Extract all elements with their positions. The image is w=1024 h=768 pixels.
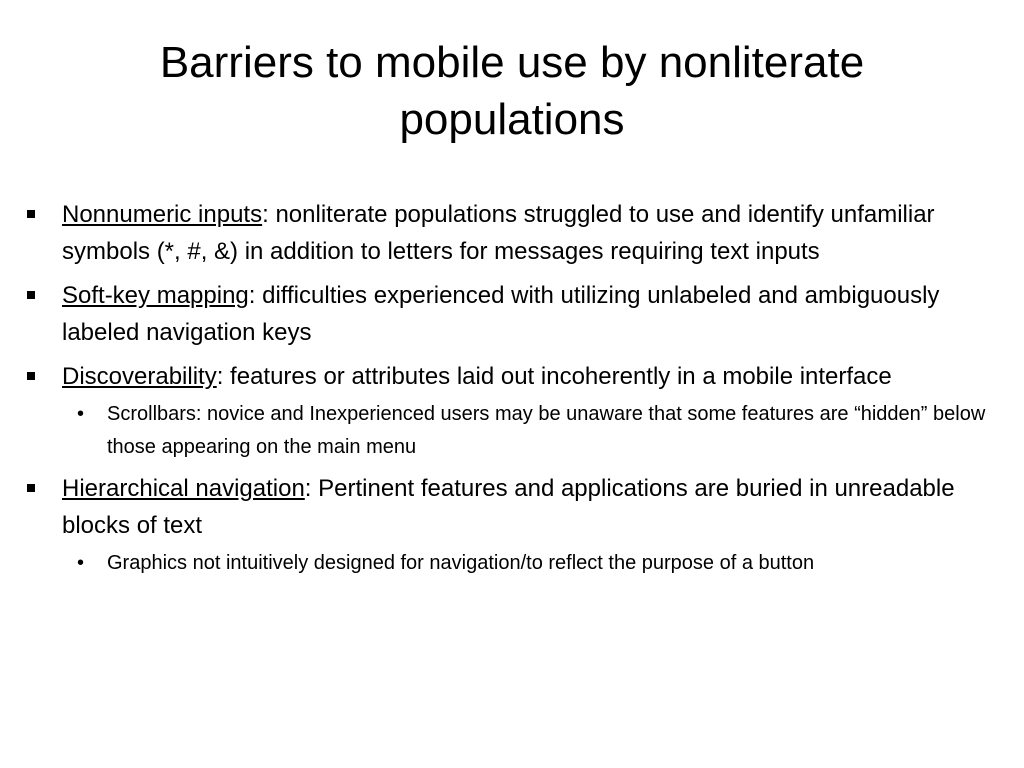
square-bullet-icon xyxy=(27,484,35,492)
slide-title-line-1: Barriers to mobile use by nonliterate xyxy=(159,38,865,87)
sub-bullet-graphics xyxy=(20,547,1004,580)
round-bullet-icon: • xyxy=(77,403,85,425)
slide-title-line-2: populations xyxy=(399,95,625,144)
square-bullet-icon xyxy=(27,210,35,218)
bullet-term: Discoverability xyxy=(62,363,217,390)
bullet-term: Hierarchical navigation xyxy=(62,475,305,502)
bullet-list xyxy=(20,196,1004,586)
sub-bullet-scrollbars xyxy=(20,398,1004,464)
sub-bullet-text: Graphics not intuitively designed for navigation/to reflect the purpose of a button xyxy=(107,552,815,574)
square-bullet-icon xyxy=(27,372,35,380)
sub-bullet-text: Scrollbars: novice and Inexperienced users may be unaware that some features are “hidden” below those appearing on the main menu xyxy=(107,403,986,458)
bullet-nonnumeric-inputs xyxy=(20,196,1004,270)
bullet-text: : nonliterate populations struggled to use and identify unfamiliar symbols (*, #, &) in addition to letters for messages requiring text inputs xyxy=(62,201,935,265)
bullet-text: : Pertinent features and applications are buried in unreadable blocks of text xyxy=(62,475,955,539)
round-bullet-icon: • xyxy=(77,552,85,574)
square-bullet-icon xyxy=(27,291,35,299)
slide-title xyxy=(40,34,984,148)
bullet-text: : difficulties experienced with utilizing unlabeled and ambiguously labeled navigation keys xyxy=(62,282,940,346)
bullet-soft-key-mapping xyxy=(20,277,1004,351)
bullet-term: Nonnumeric inputs xyxy=(62,201,263,228)
bullet-text: : features or attributes laid out incoherently in a mobile interface xyxy=(216,363,892,390)
bullet-discoverability xyxy=(20,358,1004,395)
bullet-hierarchical-navigation xyxy=(20,470,1004,544)
bullet-term: Soft-key mapping xyxy=(62,282,249,309)
